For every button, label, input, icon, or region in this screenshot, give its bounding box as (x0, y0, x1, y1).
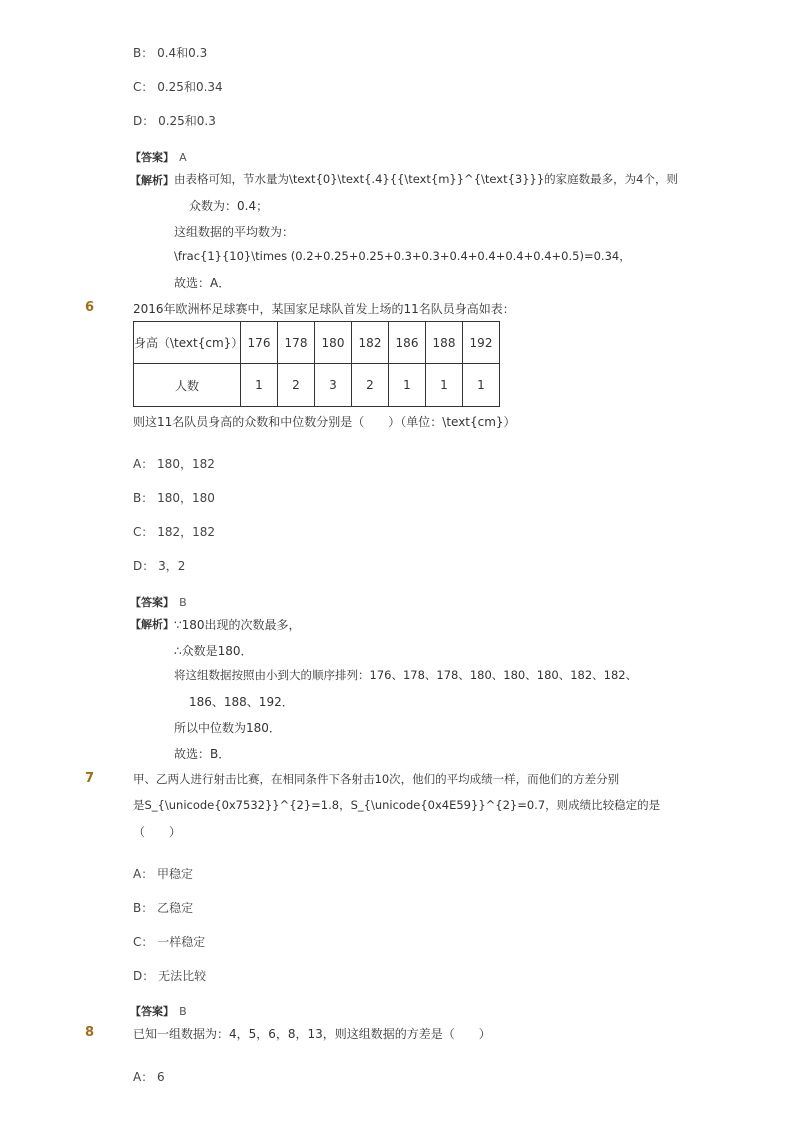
option-letter: D： (133, 559, 155, 573)
q5-option-b (133, 44, 207, 61)
table-cell: 3 (315, 364, 352, 407)
analysis-label: 【解析】 (130, 174, 174, 187)
option-letter: C： (133, 935, 154, 949)
table-cell: 186 (389, 322, 426, 364)
option-text: 0.25和0.3 (158, 114, 216, 128)
analysis-line: 由表格可知，节水量为\text{0}\text{.4}{{\text{m}}^{\text{3}}}的家庭数最多，为4个，则 (174, 172, 678, 186)
table-cell: 178 (278, 322, 315, 364)
analysis-line: 众数为：0.4； (189, 199, 269, 213)
option-text: 180，180 (157, 491, 215, 505)
analysis-line: \frac{1}{10}\times (0.2+0.25+0.25+0.3+0.3+0.4+0.4+0.4+0.4+0.5)=0.34， (174, 249, 631, 263)
option-letter: D： (133, 114, 155, 128)
analysis-line: 186、188、192． (189, 695, 294, 709)
q8-option-a (133, 1068, 165, 1085)
analysis-line: 故选：A． (174, 276, 231, 290)
question-number: 7 (85, 771, 95, 786)
q5-option-c (133, 78, 223, 95)
q7-option-b (133, 899, 193, 916)
q5-option-d (133, 112, 216, 129)
question-text: 则这11名队员身高的众数和中位数分别是（ ）（单位：\text{cm}） (133, 415, 516, 429)
height-table (133, 321, 500, 407)
analysis-line: 这组数据的平均数为： (174, 225, 295, 239)
analysis-line: ∵180出现的次数最多， (174, 618, 301, 632)
table-cell: 182 (352, 322, 389, 364)
q6-option-c (133, 523, 215, 540)
q6-option-b (133, 489, 215, 506)
option-text: 无法比较 (158, 969, 207, 983)
q7-answer (130, 1000, 187, 1019)
question-number: 8 (85, 1025, 95, 1040)
option-letter: B： (133, 491, 154, 505)
analysis-label: 【解析】 (130, 618, 174, 631)
question-stem-line: 是S_{\unicode{0x7532}}^{2}=1.8，S_{\unicode{0x4E59}}^{2}=0.7，则成绩比较稳定的是 (133, 798, 661, 812)
option-letter: A： (133, 457, 154, 471)
question-stem-line: 甲、乙两人进行射击比赛，在相同条件下各射击10次，他们的平均成绩一样，而他们的方差分别 (133, 772, 620, 786)
option-text: 3，2 (158, 559, 186, 573)
option-letter: C： (133, 525, 154, 539)
q7-option-a (133, 865, 193, 882)
table-cell: 1 (463, 364, 500, 407)
question-stem: 2016年欧洲杯足球赛中，某国家足球队首发上场的11名队员身高如表： (133, 302, 515, 316)
table-cell: 176 (241, 322, 278, 364)
answer-value: B (179, 1005, 187, 1018)
question-number: 6 (85, 300, 95, 315)
option-letter: C： (133, 80, 154, 94)
analysis-line: ∴众数是180． (174, 644, 253, 658)
table-cell: 188 (426, 322, 463, 364)
option-text: 182，182 (157, 525, 216, 539)
table-cell: 1 (389, 364, 426, 407)
q6-option-d (133, 557, 185, 574)
analysis-line: 将这组数据按照由小到大的顺序排列：176、178、178、180、180、180、182、182、 (174, 668, 638, 682)
question-stem-line: （ ） (133, 825, 182, 839)
table-cell: 180 (315, 322, 352, 364)
table-cell: 2 (352, 364, 389, 407)
option-letter: A： (133, 867, 154, 881)
option-text: 乙稳定 (157, 901, 194, 915)
q7-option-d (133, 967, 206, 984)
option-letter: B： (133, 46, 154, 60)
option-letter: A： (133, 1070, 154, 1084)
answer-label: 【答案】 (130, 596, 174, 609)
answer-value: B (179, 596, 187, 609)
answer-label: 【答案】 (130, 1005, 174, 1018)
q6-option-a (133, 455, 215, 472)
option-text: 6 (157, 1070, 165, 1084)
answer-label: 【答案】 (130, 151, 174, 164)
q7-option-c (133, 933, 205, 950)
table-cell: 1 (241, 364, 278, 407)
table-cell: 192 (463, 322, 500, 364)
analysis-line: 所以中位数为180． (174, 721, 281, 735)
table-row (134, 364, 500, 407)
q5-answer (130, 146, 187, 165)
option-text: 一样稳定 (157, 935, 206, 949)
table-row (134, 322, 500, 364)
q6-answer (130, 591, 187, 610)
table-cell: 1 (426, 364, 463, 407)
table-header-cell: 身高（\text{cm}） (134, 322, 241, 364)
answer-value: A (179, 151, 187, 164)
option-text: 0.4和0.3 (157, 46, 208, 60)
analysis-line: 故选：B． (174, 747, 231, 761)
table-header-cell: 人数 (134, 364, 241, 407)
option-letter: B： (133, 901, 154, 915)
table-cell: 2 (278, 364, 315, 407)
option-letter: D： (133, 969, 155, 983)
option-text: 180，182 (157, 457, 215, 471)
question-stem: 已知一组数据为：4，5，6，8，13，则这组数据的方差是（ ） (133, 1027, 491, 1041)
option-text: 0.25和0.34 (157, 80, 223, 94)
option-text: 甲稳定 (157, 867, 194, 881)
